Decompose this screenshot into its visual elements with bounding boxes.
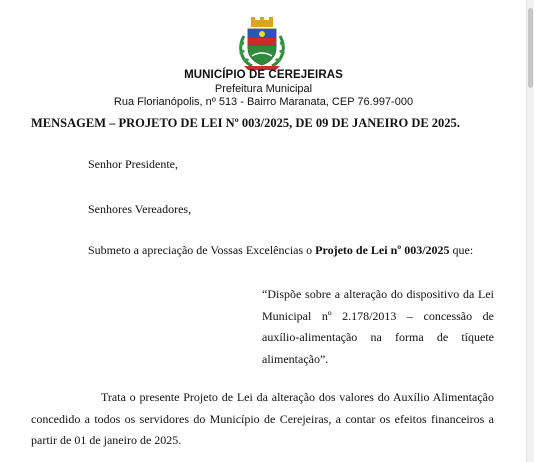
intro-suffix: que: [449,243,474,257]
quote-line: alimentação”. [262,351,329,366]
intro-prefix: Submeto a apreciação de Vossas Excelências o [88,243,316,257]
body-line: concedido a todos os servidores do Município de Cerejeiras, a contar os efeitos financeiros a [31,411,494,426]
vertical-scrollbar[interactable] [526,0,534,462]
quote-line: auxílio-alimentação na forma de tíquete [262,330,494,344]
body-line: Trata o presente Projeto de Lei da alteração dos valores do Auxílio Alimentação [101,390,494,404]
intro-paragraph [88,243,473,258]
office-address: Rua Florianópolis, nº 513 - Bairro Maranata, CEP 76.997-000 [113,96,414,108]
intro-bill-reference: Projeto de Lei nº 003/2025 [315,243,450,257]
municipal-coat-of-arms-icon [234,16,290,72]
salutation-president: Senhor Presidente, [88,157,178,171]
bill-summary-quote [262,284,494,370]
municipality-name: MUNICÍPIO DE CEREJEIRAS [184,69,343,81]
salutation-councilors: Senhores Vereadores, [88,202,192,216]
quote-line: Municipal nº 2.178/2013 – concessão de [262,308,494,323]
body-line: partir de 01 de janeiro de 2025. [31,433,182,447]
document-title: MENSAGEM – PROJETO DE LEI Nº 003/2025, DE 09 DE JANEIRO DE 2025. [31,116,460,130]
body-paragraph [31,387,494,452]
scrollbar-thumb[interactable] [528,8,533,88]
quote-line: “Dispõe sobre a alteração do dispositivo da Lei [262,287,494,301]
office-name: Prefeitura Municipal [214,83,313,95]
